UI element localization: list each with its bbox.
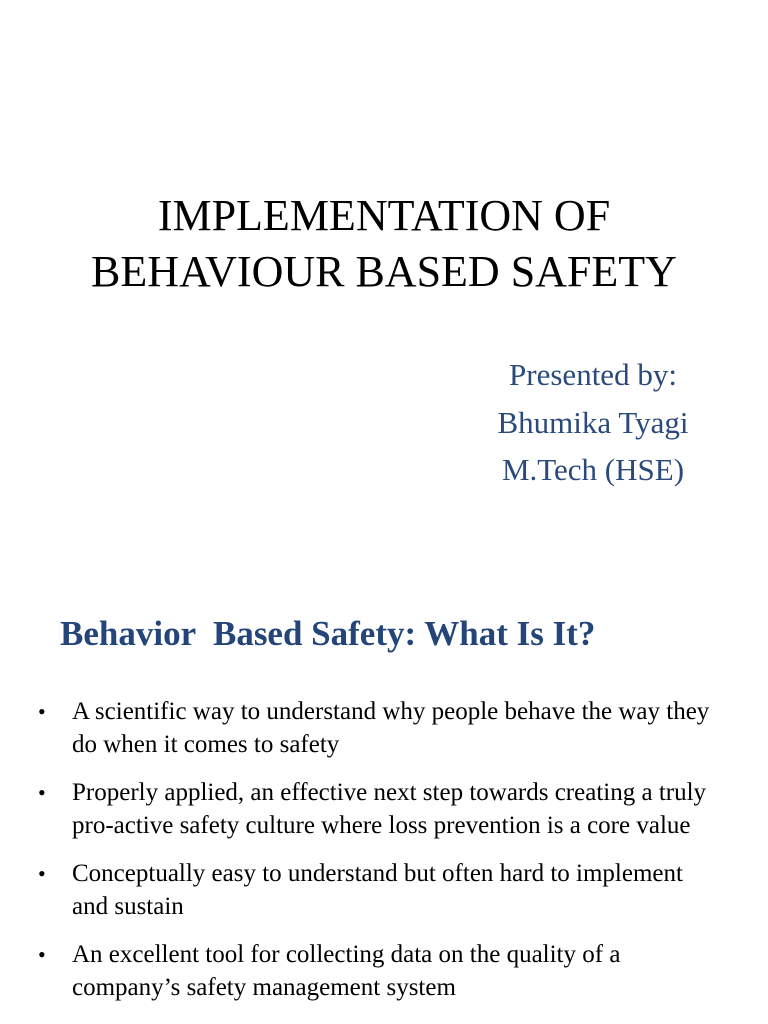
bullet-text: An excellent tool for collecting data on the quality of a company’s safety management system (72, 941, 621, 1001)
bullet-text: Properly applied, an effective next step towards creating a truly pro-active safety culture where loss prevention is a core value (72, 779, 707, 839)
slide-heading: Behavior Based Safety: What Is It? (60, 614, 596, 653)
bullet-icon: • (38, 861, 46, 886)
bullet-icon: • (38, 780, 46, 805)
presenter-degree: M.Tech (HSE) (501, 452, 685, 487)
title-line-2: BEHAVIOUR BASED SAFETY (91, 247, 677, 296)
bullet-text: Conceptually easy to understand but often hard to implement and sustain (72, 860, 683, 920)
presenter-name: Bhumika Tyagi (497, 404, 689, 440)
list-item (0, 857, 720, 923)
slide-title (0, 188, 768, 300)
presented-by-label: Presented by: (509, 357, 677, 392)
title-line-1: IMPLEMENTATION OF (157, 191, 611, 240)
bullet-list (0, 695, 720, 1019)
list-item (0, 938, 720, 1004)
list-item (0, 695, 720, 761)
bullet-icon: • (38, 942, 46, 967)
presenter-block (440, 351, 746, 494)
content-slide (0, 560, 768, 1024)
list-item (0, 776, 720, 842)
bullet-text: A scientific way to understand why people behave the way they do when it comes to safety (72, 698, 710, 758)
bullet-icon: • (38, 699, 46, 724)
